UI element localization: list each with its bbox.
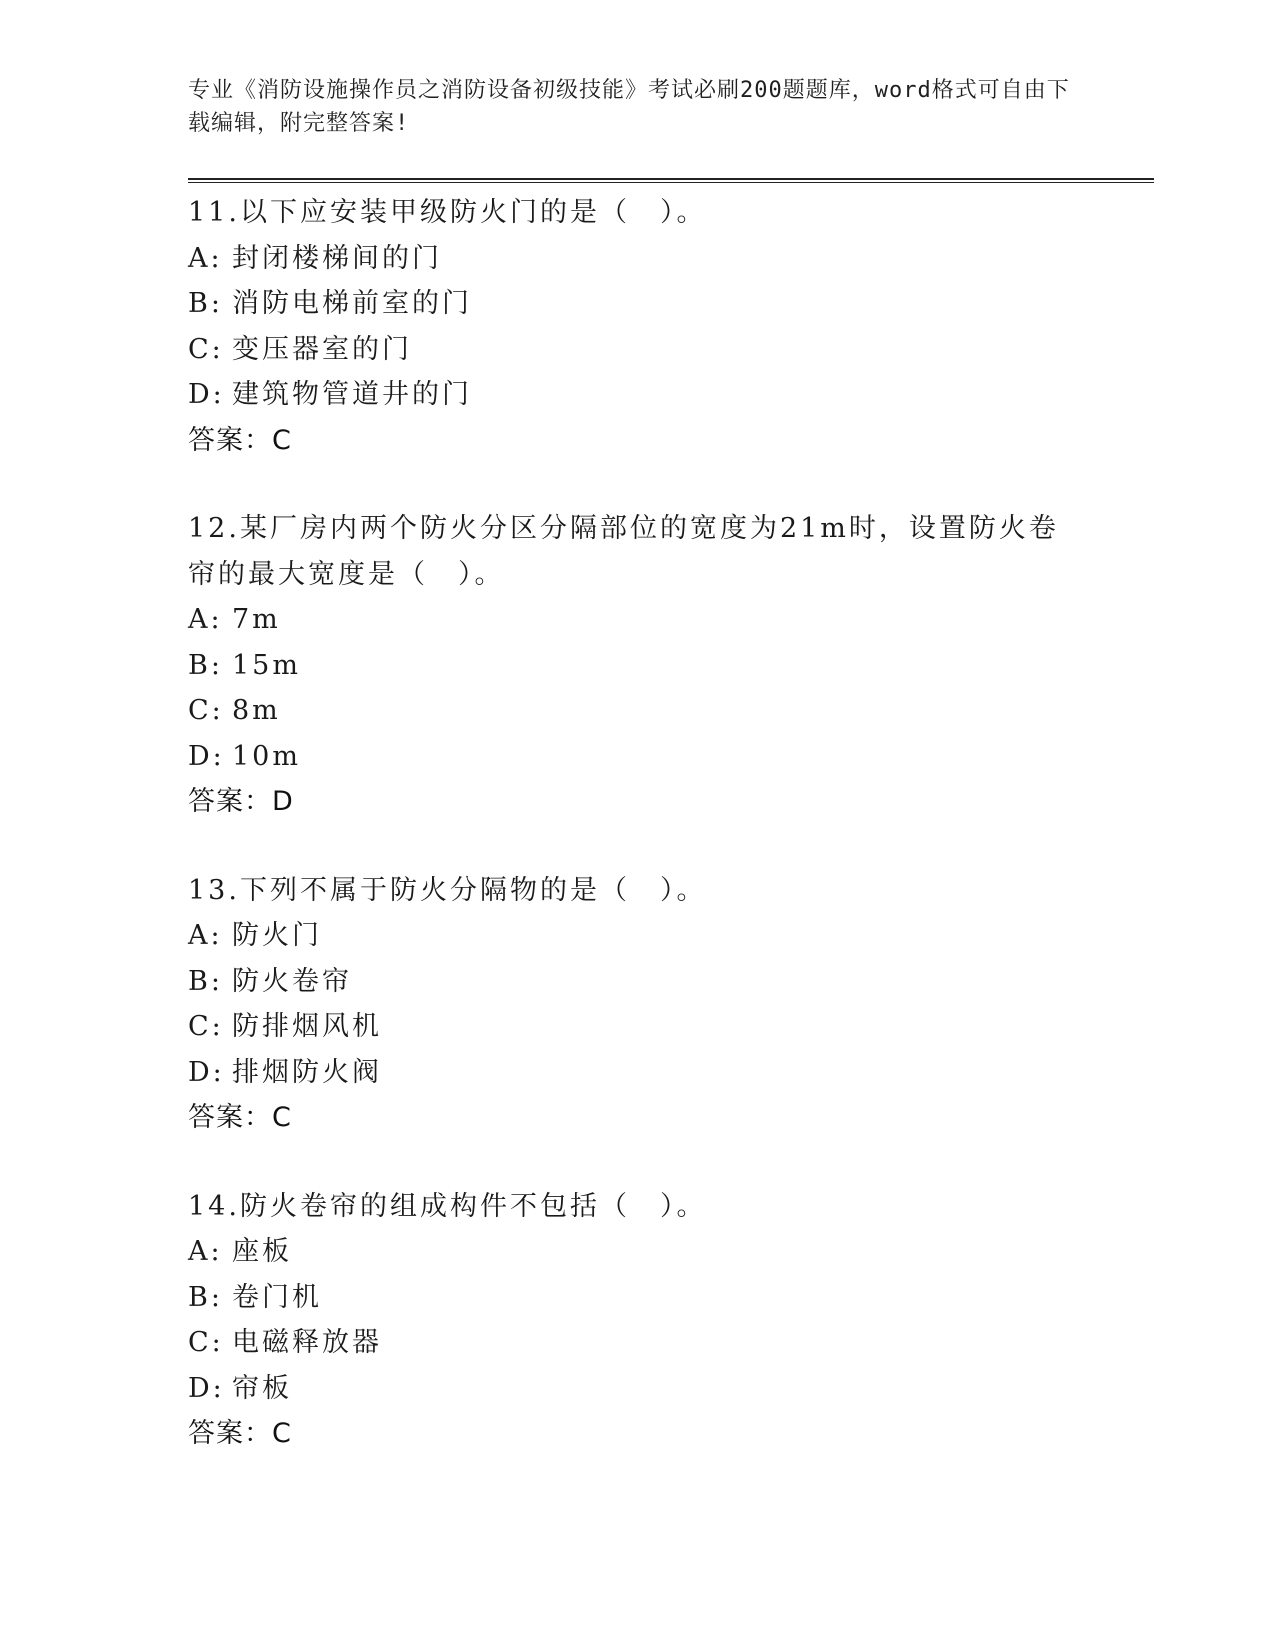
header-divider [188, 178, 1154, 180]
option-text: 8m [232, 695, 281, 726]
option-a [188, 236, 1088, 282]
answer-line: 答案：C [188, 1418, 292, 1449]
question-stem: 13.下列不属于防火分隔物的是（ ）。 [188, 874, 707, 906]
option-c [188, 1320, 1088, 1366]
option-text: 消防电梯前室的门 [232, 288, 472, 319]
option-text: 封闭楼梯间的门 [232, 242, 442, 274]
option-text: 卷门机 [232, 1281, 322, 1313]
option-a [188, 1229, 1088, 1275]
question-14 [188, 1184, 1088, 1457]
option-c [188, 327, 1088, 373]
option-text: 排烟防火阀 [232, 1056, 382, 1088]
option-letter: C: [188, 333, 224, 365]
option-text: 10m [232, 740, 301, 772]
option-b [188, 643, 1088, 689]
option-letter: D: [188, 1056, 225, 1088]
option-c [188, 1004, 1088, 1050]
option-letter: D: [188, 379, 225, 410]
option-text: 7m [232, 604, 281, 635]
option-letter: B: [188, 288, 223, 319]
option-text: 防火卷帘 [232, 965, 352, 997]
option-d [188, 1366, 1088, 1412]
option-d [188, 734, 1088, 780]
option-b [188, 959, 1088, 1005]
option-text: 座板 [232, 1236, 292, 1267]
option-a [188, 597, 1088, 643]
option-letter: C: [188, 695, 224, 726]
question-stem: 14.防火卷帘的组成构件不包括（ ）。 [188, 1190, 707, 1222]
question-13 [188, 868, 1088, 1141]
question-11 [188, 190, 1088, 463]
option-letter: D: [188, 1372, 225, 1404]
option-text: 电磁释放器 [232, 1327, 382, 1358]
question-stem: 12.某厂房内两个防火分区分隔部位的宽度为21m时，设置防火卷帘的最大宽度是（ ）。 [188, 513, 1059, 590]
option-text: 帘板 [232, 1372, 292, 1404]
option-letter: B: [188, 965, 223, 997]
option-letter: A: [188, 920, 223, 951]
option-text: 15m [232, 649, 301, 681]
answer-line: 答案：C [188, 424, 292, 456]
option-c [188, 688, 1088, 734]
option-letter: B: [188, 1281, 223, 1313]
answer-line: 答案：D [188, 786, 294, 817]
question-list [188, 190, 1088, 1500]
option-b [188, 281, 1088, 327]
option-text: 变压器室的门 [232, 333, 412, 365]
option-d [188, 1050, 1088, 1096]
question-stem: 11.以下应安装甲级防火门的是（ ）。 [188, 197, 707, 228]
option-text: 防火门 [232, 920, 322, 951]
option-text: 防排烟风机 [232, 1011, 382, 1042]
option-letter: B: [188, 649, 223, 681]
option-letter: A: [188, 604, 223, 635]
option-letter: A: [188, 242, 223, 274]
option-b [188, 1275, 1088, 1321]
answer-line: 答案：C [188, 1102, 292, 1133]
document-header: 专业《消防设施操作员之消防设备初级技能》考试必刷200题题库，word格式可自由下载编辑，附完整答案! [188, 78, 1070, 136]
option-letter: C: [188, 1327, 224, 1358]
question-12 [188, 506, 1088, 825]
header-divider-thin [188, 182, 1154, 183]
option-d [188, 372, 1088, 418]
option-letter: A: [188, 1236, 223, 1267]
option-letter: C: [188, 1011, 224, 1042]
option-letter: D: [188, 740, 225, 772]
option-a [188, 913, 1088, 959]
option-text: 建筑物管道井的门 [232, 379, 472, 410]
